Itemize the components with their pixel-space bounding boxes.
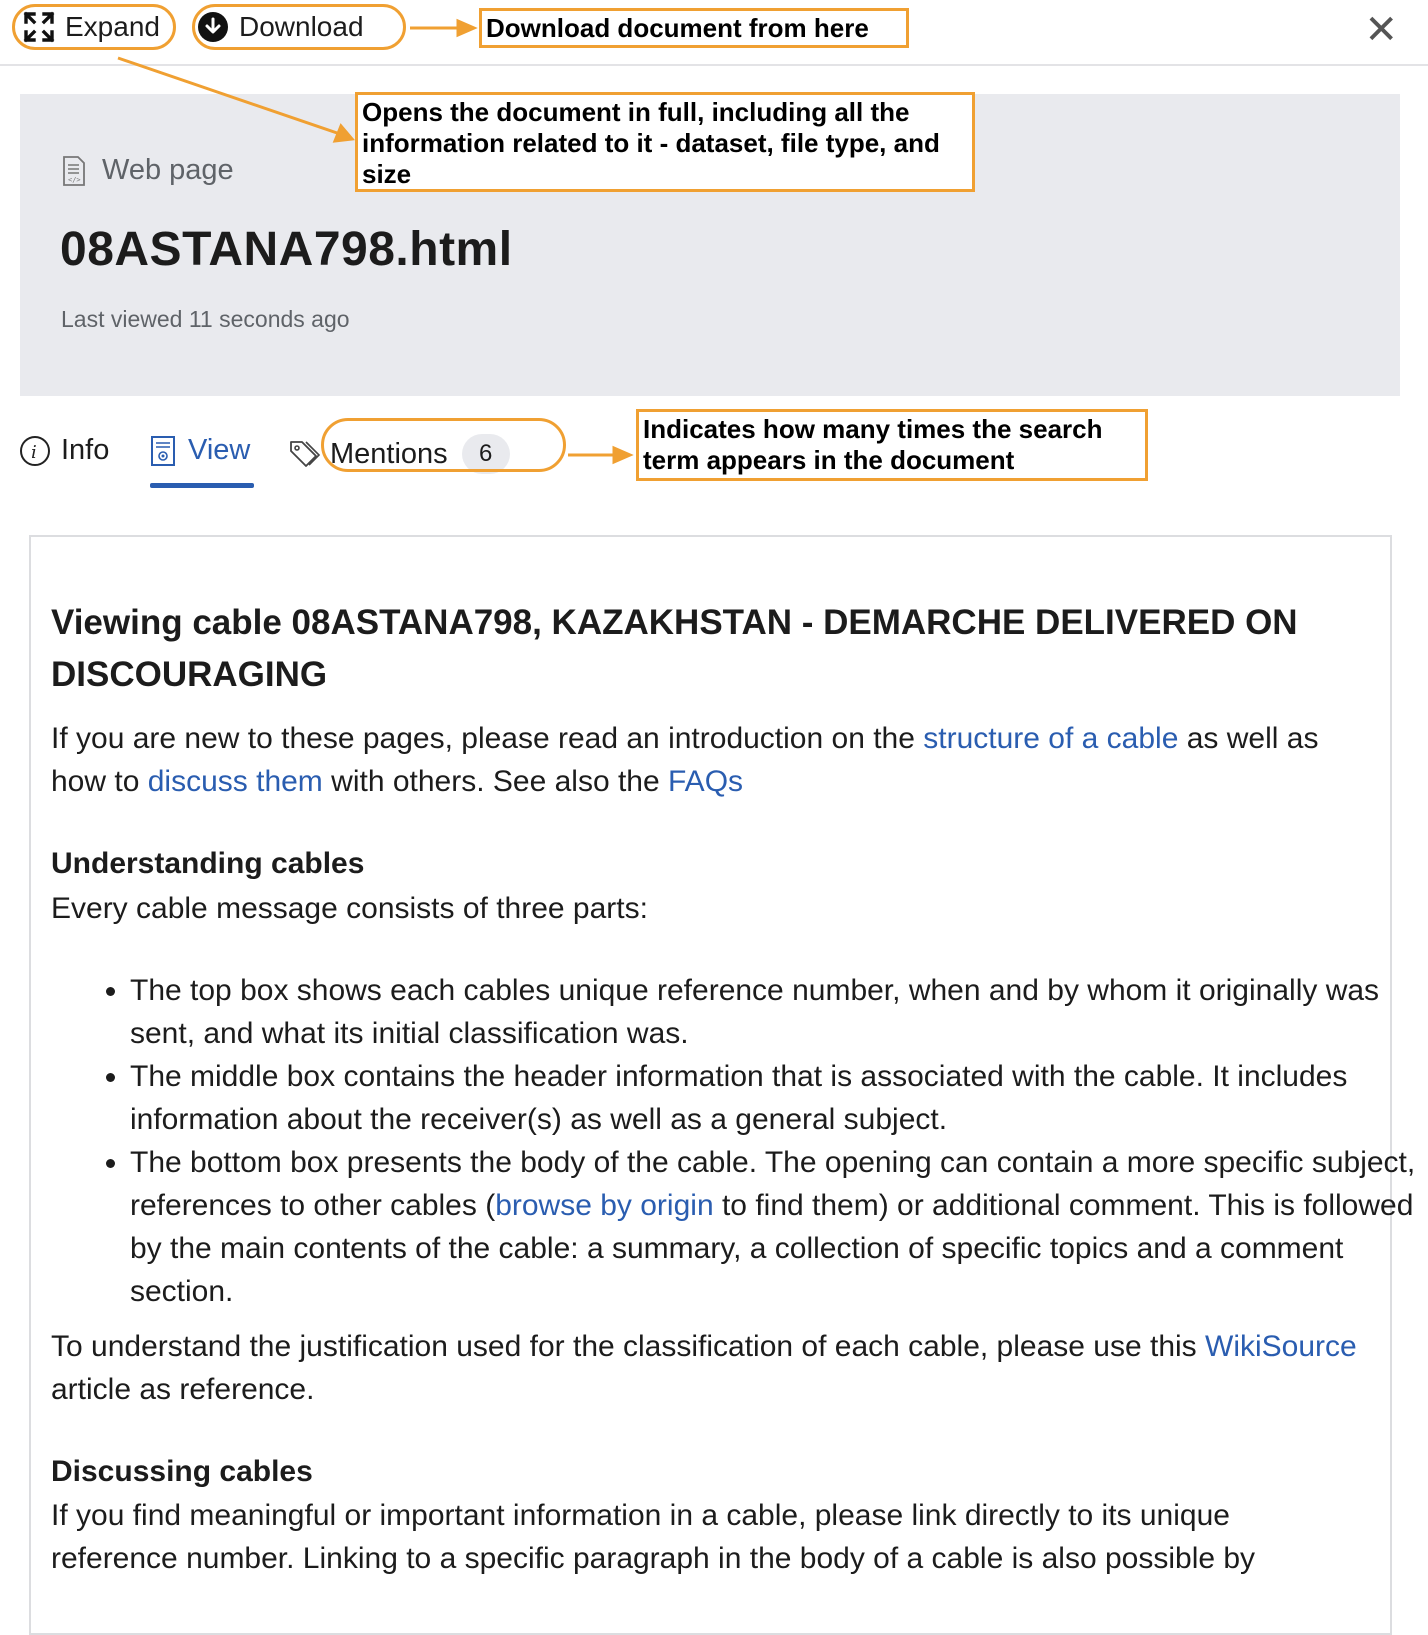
view-document-icon xyxy=(150,435,176,467)
web-page-icon xyxy=(62,155,86,187)
intro-text-1: If you are new to these pages, please read an introduction on the xyxy=(51,722,924,755)
arrow-mentions-head xyxy=(614,448,630,462)
top-toolbar xyxy=(0,0,1428,66)
expand-icon xyxy=(23,11,55,43)
svg-text:i: i xyxy=(31,441,37,463)
download-icon xyxy=(197,11,229,43)
cable-parts-list xyxy=(51,969,1420,1313)
mentions-annotation-text: Indicates how many times the search term appears in the document xyxy=(643,414,1103,475)
expand-annotation xyxy=(355,92,975,192)
active-tab-indicator xyxy=(150,483,254,488)
browse-by-origin-link[interactable]: browse by origin xyxy=(495,1189,714,1222)
tab-info[interactable] xyxy=(19,434,109,467)
list-item: • The top box shows each cables unique reference number, when and by whom it originally was sent, and what its initial classification was. xyxy=(130,969,1420,1055)
discussing-cables-heading: Discussing cables xyxy=(51,1455,313,1488)
mentions-count-badge: 6 xyxy=(462,434,510,474)
classification-paragraph xyxy=(51,1325,1361,1411)
faqs-link[interactable]: FAQs xyxy=(668,765,744,798)
intro-paragraph xyxy=(51,717,1361,803)
download-button[interactable] xyxy=(192,4,406,50)
close-icon[interactable]: ✕ xyxy=(1364,8,1398,52)
discussing-cables-text: If you find meaningful or important information in a cable, please link directly to its unique reference number. Linking to a specific paragraph in the body of a cable is also possible by xyxy=(51,1499,1256,1575)
understanding-cables-text: Every cable message consists of three parts: xyxy=(51,892,648,925)
classification-text-2: article as reference. xyxy=(51,1373,315,1406)
list-item: • The middle box contains the header information that is associated with the cable. It includes information about the receiver(s) as well as a general subject. xyxy=(130,1055,1420,1141)
discuss-them-link[interactable]: discuss them xyxy=(147,765,323,798)
tag-icon xyxy=(288,438,322,470)
document-type-label: Web page xyxy=(102,154,234,186)
expand-annotation-text: Opens the document in full, including all the information related to it - dataset, file type, and size xyxy=(362,97,940,189)
intro-text-3: with others. See also the xyxy=(322,765,669,798)
structure-of-cable-link[interactable]: structure of a cable xyxy=(923,722,1179,755)
info-icon xyxy=(19,435,51,467)
bullet3-text-2: to find them) or additional comment. This is followed by the main contents of the cable: a summary, a collection of specific topics and a comment section. xyxy=(130,1189,1414,1308)
download-label: Download xyxy=(239,11,364,42)
understanding-cables-heading: Understanding cables xyxy=(51,847,365,880)
tab-info-label: Info xyxy=(61,434,110,466)
svg-text:</>: </> xyxy=(68,175,81,184)
classification-text-1: To understand the justification used for the classification of each cable, please use this xyxy=(51,1330,1206,1363)
download-annotation xyxy=(479,8,909,48)
document-viewer xyxy=(29,535,1416,1635)
list-item xyxy=(130,1141,1420,1313)
tab-view-label: View xyxy=(188,434,251,466)
wikisource-link[interactable]: WikiSource xyxy=(1205,1330,1357,1363)
document-type xyxy=(62,154,234,187)
expand-button[interactable] xyxy=(12,4,176,50)
last-viewed: Last viewed 11 seconds ago xyxy=(61,306,350,332)
document-title: 08ASTANA798.html xyxy=(60,223,513,276)
download-annotation-text: Download document from here xyxy=(486,12,869,43)
expand-label: Expand xyxy=(65,11,160,42)
mentions-annotation xyxy=(636,409,1148,481)
mentions-annotation-outline xyxy=(321,418,566,472)
tab-view[interactable] xyxy=(150,434,250,467)
intro-text-2: as well as how to xyxy=(51,722,1319,798)
tab-mentions-label: Mentions xyxy=(330,437,448,470)
bullet3-text-1: The bottom box presents the body of the cable. The opening can contain a more specific subject, references to other cables ( xyxy=(130,1146,1416,1222)
cable-heading: Viewing cable 08ASTANA798, KAZAKHSTAN - DEMARCHE DELIVERED ON DISCOURAGING xyxy=(51,603,1298,694)
